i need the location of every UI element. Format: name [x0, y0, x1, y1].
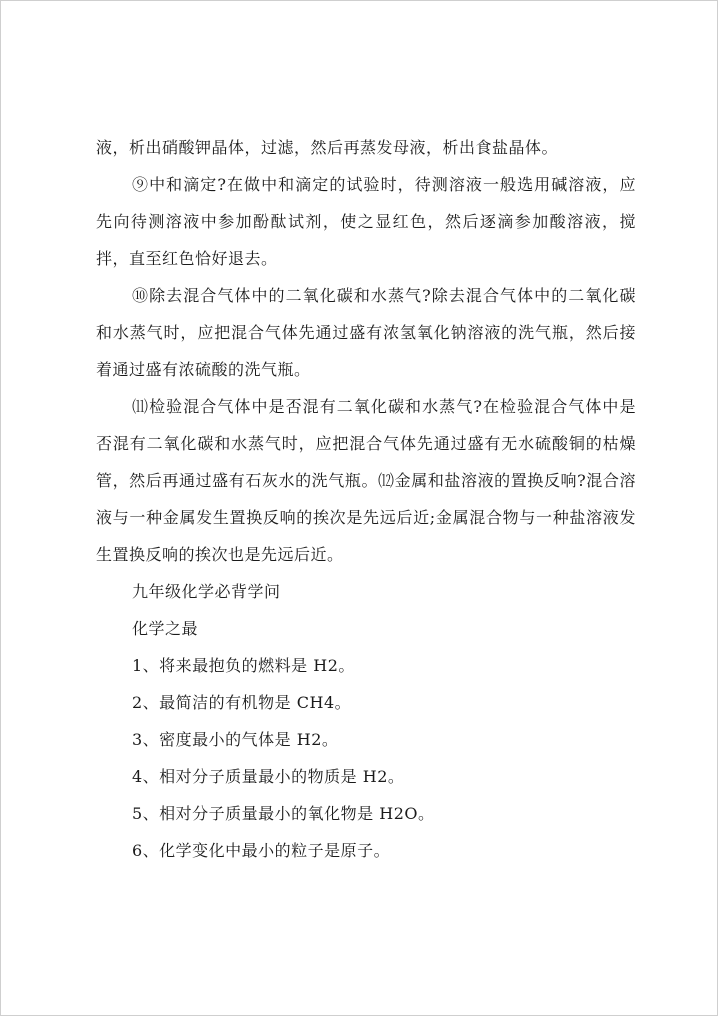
list-item: 1、将来最抱负的燃料是 H2。: [132, 656, 355, 675]
list-item: 4、相对分子质量最小的物质是 H2。: [132, 767, 405, 786]
list-item: 2、最简洁的有机物是 CH4。: [132, 693, 352, 712]
list-item: 6、化学变化中最小的粒子是原子。: [132, 841, 391, 860]
subsection-title: 化学之最: [132, 619, 199, 638]
paragraph-neutralization-titration: ⑨中和滴定?在做中和滴定的试验时，待测溶液一般选用碱溶液，应先向待测溶液中参加酚酞试剂，使之显红色，然后逐滴参加酸溶液，搅拌，直至红色恰好退去。: [96, 175, 636, 268]
section-title: 九年级化学必背学问: [132, 582, 281, 601]
paragraph-continuation: 液，析出硝酸钾晶体，过滤，然后再蒸发母液，析出食盐晶体。: [96, 138, 559, 157]
document-body: [96, 129, 636, 869]
paragraph-remove-co2-water-vapor: ⑩除去混合气体中的二氧化碳和水蒸气?除去混合气体中的二氧化碳和水蒸气时，应把混合气体先通过盛有浓氢氧化钠溶液的洗气瓶，然后接着通过盛有浓硫酸的洗气瓶。: [96, 286, 636, 379]
list-item: 5、相对分子质量最小的氧化物是 H2O。: [132, 804, 435, 823]
paragraph-test-co2-water-vapor: ⑾检验混合气体中是否混有二氧化碳和水蒸气?在检验混合气体中是否混有二氧化碳和水蒸气时，应把混合气体先通过盛有无水硫酸铜的枯燥管，然后再通过盛有石灰水的洗气瓶。⑿金属和盐溶液的置换反响?混合溶液与一种金属发生置换反响的挨次是先远后近;金属混合物与一种盐溶液发生置换反响的挨次也是先远后近。: [96, 397, 636, 564]
list-item: 3、密度最小的气体是 H2。: [132, 730, 339, 749]
